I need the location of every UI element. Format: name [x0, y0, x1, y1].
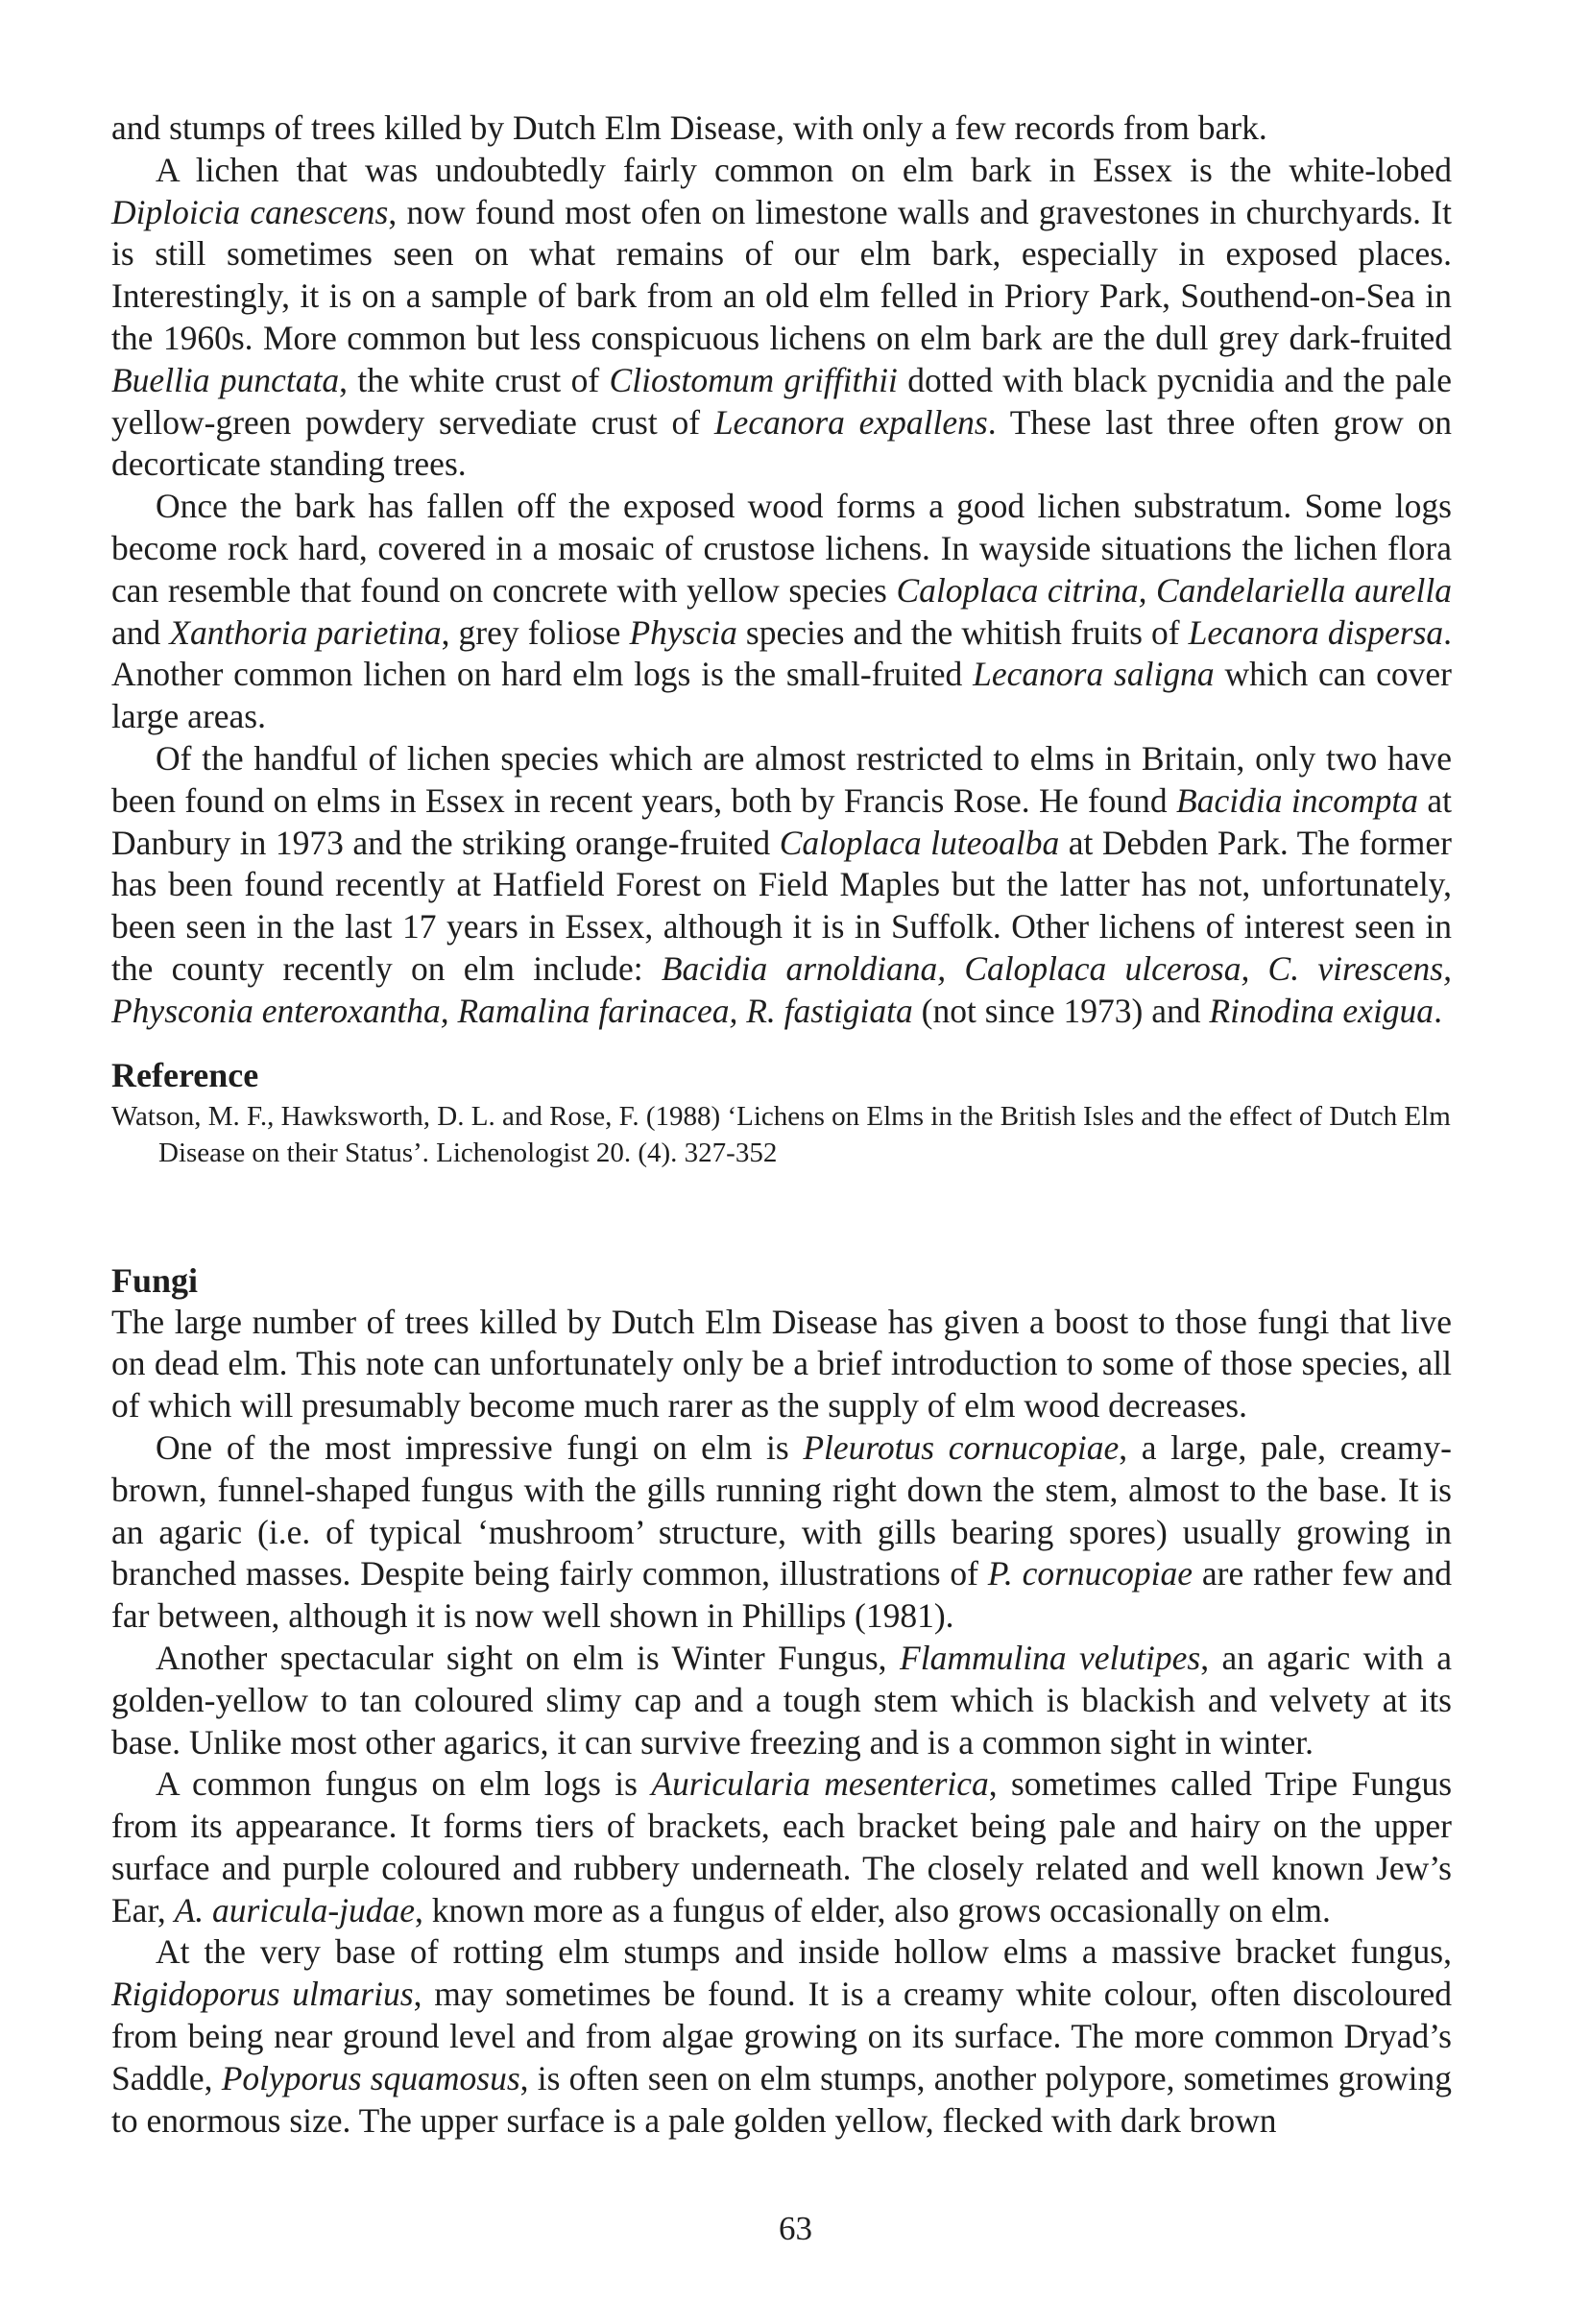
reference-heading: Reference: [111, 1055, 259, 1094]
page-body: [111, 108, 1452, 2142]
text-run: .: [1434, 991, 1442, 1030]
text-run: A common fungus on elm logs is: [156, 1764, 652, 1804]
species-name: Bacidia arnoldiana, Caloplaca ulcerosa, C. virescens, Physconia enteroxantha, Ramalina farinacea, R. fastigiata: [111, 948, 1452, 1030]
paragraph: [111, 738, 1452, 1033]
text-run: . Another common lichen on hard elm logs is the small-fruited: [111, 612, 1453, 694]
paragraph: [111, 486, 1452, 738]
text-run: , known more as a fungus of elder, also grows occasionally on elm.: [415, 1890, 1331, 1929]
species-name: Physcia: [629, 612, 737, 652]
text-run: The large number of trees killed by Dutch Elm Disease has given a boost to those fungi that live on dead elm. This note can unfortunately only be a brief introduction to some of those species, all of which will presumably become much rarer as the supply of elm wood decreases.: [111, 1302, 1452, 1426]
species-name: Caloplaca citrina, Candelariella aurella: [896, 570, 1452, 610]
text-run: At the very base of rotting elm stumps and inside hollow elms a massive bracket fungus,: [156, 1932, 1452, 1972]
text-run: Once the bark has fallen off the exposed wood forms a good lichen substratum. Some logs become rock hard, covered in a mosaic of crustose lichens. In wayside situations the lichen flora can resemble that found on concrete with yellow species: [111, 487, 1452, 610]
paragraph: [111, 1427, 1452, 1638]
text-run: species and the whitish fruits of: [736, 612, 1189, 652]
species-name: A. auricula-judae: [174, 1890, 416, 1929]
species-name: Lecanora expallens: [713, 402, 988, 442]
text-run: , a large, pale, creamy-brown, funnel-shaped fungus with the gills running right down the stem, almost to the base. It is an agaric (i.e. of typical ‘mushroom’ structure, with gills bearing spores) usually growing in branched masses. Despite being fairly common, illustrations of: [111, 1427, 1452, 1593]
paragraph: [111, 1763, 1452, 1931]
text-run: which can cover large areas.: [111, 655, 1452, 736]
reference-section: [111, 1054, 1452, 1171]
species-name: Xanthoria parietina: [169, 612, 442, 652]
paragraph: [111, 1638, 1452, 1763]
species-name: Flammulina velutipes: [900, 1638, 1201, 1677]
page-number: 63: [779, 2210, 812, 2247]
text-run: , may sometimes be found. It is a creamy white colour, often discoloured from being near ground level and from algae growing on its surface. The more common Dryad’s Saddle,: [111, 1975, 1452, 2097]
paragraph: [111, 108, 1452, 150]
text-run: A lichen that was undoubtedly fairly common on elm bark in Essex is the white-lobed: [156, 150, 1452, 189]
species-name: Lecanora dispersa: [1188, 612, 1444, 652]
text-run: and: [111, 612, 170, 652]
text-run: Of the handful of lichen species which are almost restricted to elms in Britain, only two have been found on elms in Essex in recent years, both by Francis Rose. He found: [111, 738, 1452, 820]
fungi-section: [111, 1259, 1452, 2143]
reference-citation: Watson, M. F., Hawksworth, D. L. and Rose, F. (1988) ‘Lichens on Elms in the British Isles and the effect of Dutch Elm Disease on their Status’. Lichenologist 20. (4). 327-352: [111, 1100, 1451, 1168]
species-name: Caloplaca luteoalba: [779, 823, 1060, 862]
text-run: at Debden Park. The former has been found recently at Hatfield Forest on Field Maples but the latter has not, unfortunately, been seen in the last 17 years in Essex, although it is in Suffolk. Other lichens of interest seen in the county recently on elm include:: [111, 823, 1452, 988]
species-name: Auricularia mesenterica: [651, 1764, 989, 1804]
paragraph: [111, 1931, 1452, 2142]
fungi-heading: Fungi: [111, 1260, 199, 1300]
paragraph: [111, 1302, 1452, 1427]
species-name: Pleurotus cornucopiae: [803, 1427, 1120, 1467]
species-name: P. cornucopiae: [987, 1554, 1193, 1593]
text-run: , sometimes called Tripe Fungus from its appearance. It forms tiers of brackets, each bracket being pale and hairy on the upper surface and purple coloured and rubbery underneath. The closely related and well known Jew’s Ear,: [111, 1764, 1453, 1929]
text-run: , grey foliose: [441, 612, 630, 652]
text-run: (not since 1973) and: [912, 991, 1210, 1030]
species-name: Rinodina exigua: [1209, 991, 1434, 1030]
species-name: Lecanora saligna: [973, 655, 1215, 694]
species-name: Bacidia incompta: [1176, 780, 1418, 820]
text-run: dotted with black pycnidia and the pale yellow-green powdery servediate crust of: [111, 360, 1452, 442]
text-run: , now found most ofen on limestone walls and gravestones in churchyards. It is still sometimes seen on what remains of our elm bark, especially in exposed places. Interestingly, it is on a sample of bark from an old elm felled in Priory Park, Southend-on-Sea in the 1960s. More common but less conspicuous lichens on elm bark are the dull grey dark-fruited: [111, 192, 1452, 357]
text-run: . These last three often grow on decorticate standing trees.: [111, 402, 1452, 484]
text-run: are rather few and far between, although it is now well shown in Phillips (1981).: [111, 1554, 1453, 1636]
text-run: One of the most impressive fungi on elm is: [156, 1427, 804, 1467]
species-name: Diploicia canescens: [111, 192, 389, 231]
text-run: Another spectacular sight on elm is Winter Fungus,: [156, 1638, 901, 1677]
species-name: Buellia punctata: [111, 360, 340, 399]
text-run: at Danbury in 1973 and the striking orange-fruited: [111, 780, 1452, 862]
paragraph: [111, 150, 1452, 486]
species-name: Cliostomum griffithii: [609, 360, 898, 399]
species-name: Rigidoporus ulmarius: [111, 1975, 414, 2014]
text-run: and stumps of trees killed by Dutch Elm Disease, with only a few records from bark.: [111, 108, 1267, 147]
text-run: , an agaric with a golden-yellow to tan coloured slimy cap and a tough stem which is blackish and velvety at its base. Unlike most other agarics, it can survive freezing and is a common sight in winter.: [111, 1638, 1452, 1761]
text-run: , the white crust of: [339, 360, 610, 399]
species-name: Polyporus squamosus: [221, 2058, 520, 2097]
text-run: , is often seen on elm stumps, another polypore, sometimes growing to enormous size. The upper surface is a pale golden yellow, flecked with dark brown: [111, 2058, 1452, 2140]
lichens-section: [111, 108, 1452, 1033]
